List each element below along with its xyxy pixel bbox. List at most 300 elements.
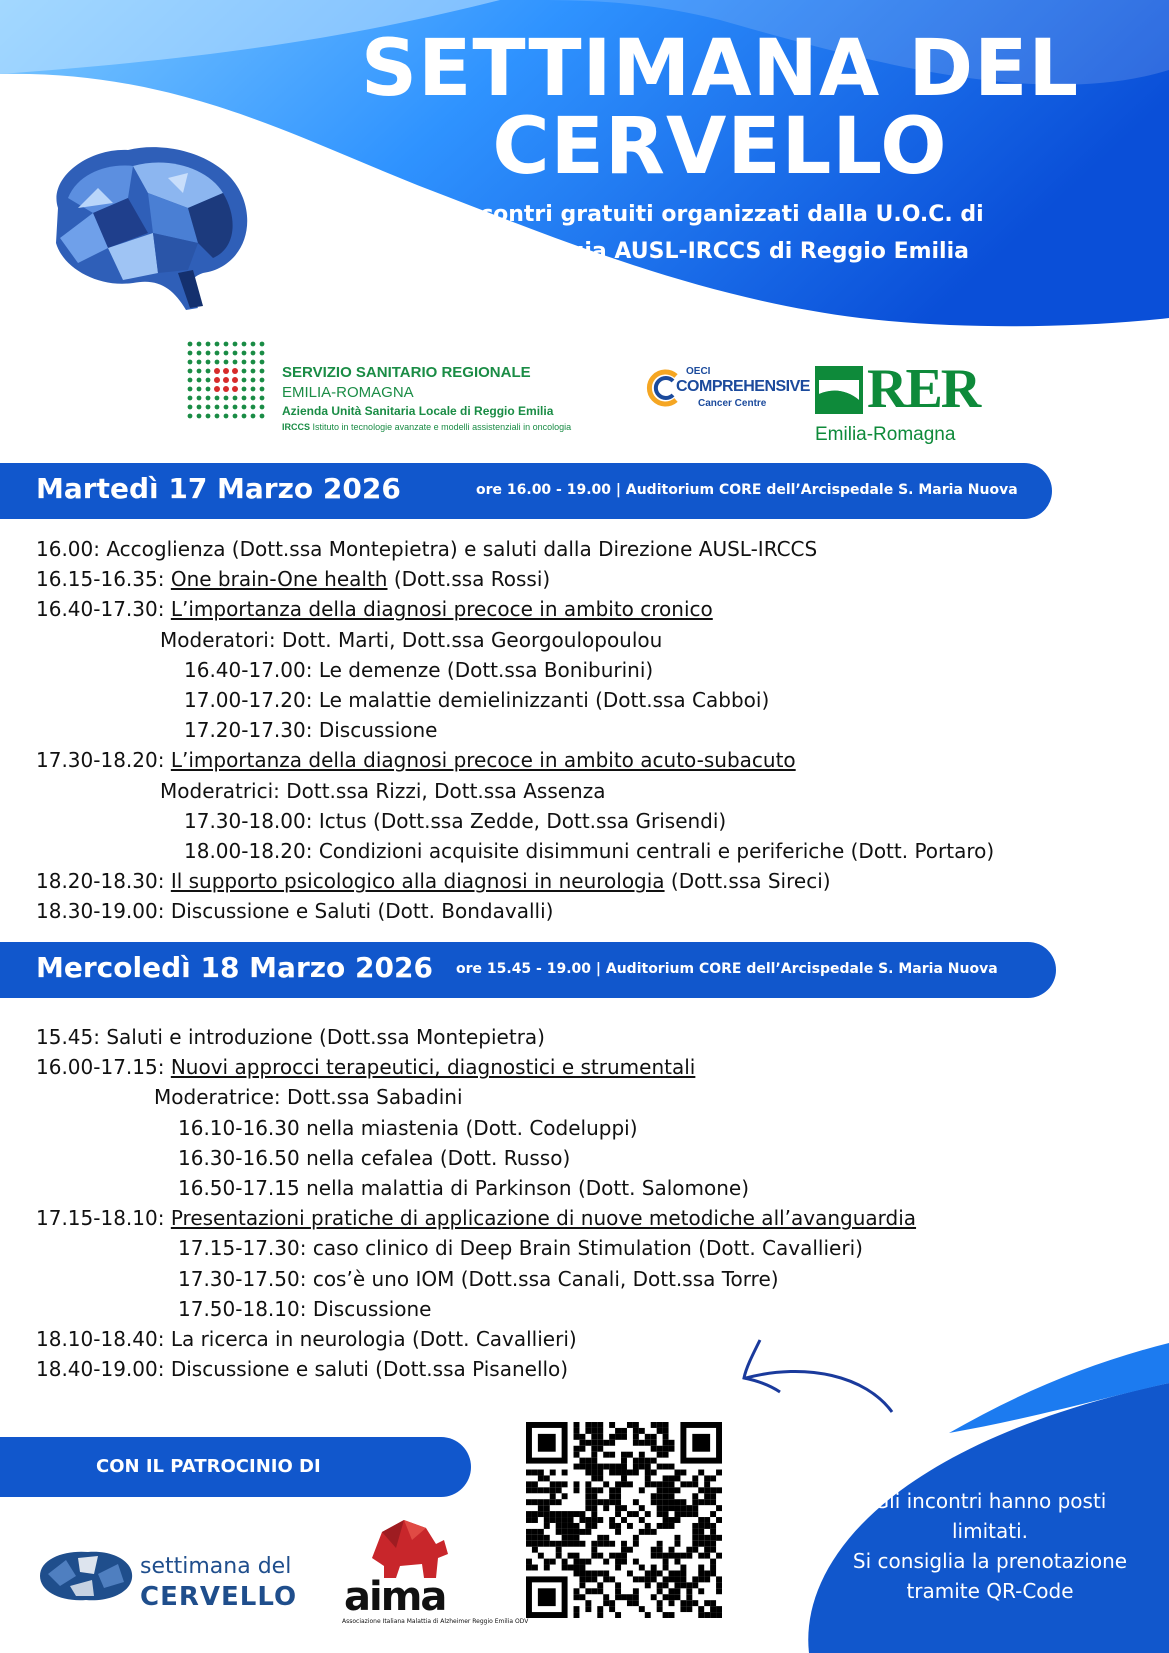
- qr-module: [645, 1523, 651, 1529]
- qr-module: [562, 1470, 568, 1476]
- qr-module: [574, 1446, 580, 1452]
- qr-module: [645, 1475, 651, 1481]
- qr-module: [633, 1464, 639, 1470]
- qr-module: [674, 1535, 680, 1541]
- qr-module: [698, 1606, 704, 1612]
- qr-module: [686, 1511, 692, 1517]
- qr-module: [556, 1487, 562, 1493]
- qr-module: [680, 1511, 686, 1517]
- qr-module: [639, 1458, 645, 1464]
- qr-module: [621, 1452, 627, 1458]
- ssr-dot: [197, 351, 202, 356]
- qr-module: [609, 1487, 615, 1493]
- qr-module: [526, 1511, 532, 1517]
- qr-module: [674, 1511, 680, 1517]
- rer-flag-icon: [815, 366, 863, 414]
- qr-module: [704, 1576, 710, 1582]
- ssr-dot: [242, 360, 247, 365]
- qr-module: [663, 1434, 669, 1440]
- qr-module: [568, 1523, 574, 1529]
- qr-module: [657, 1553, 663, 1559]
- program-row-text: 16.50-17.15 nella malattia di Parkinson (Dott. Salomone): [178, 1175, 750, 1200]
- qr-module: [574, 1606, 580, 1612]
- patronage-label: CON IL PATROCINIO DI: [96, 1456, 321, 1477]
- qr-module: [591, 1458, 597, 1464]
- qr-module: [568, 1517, 574, 1523]
- qr-module: [663, 1475, 669, 1481]
- program-row: [36, 1052, 1136, 1082]
- qr-module: [645, 1470, 651, 1476]
- qr-module: [597, 1422, 603, 1428]
- qr-module: [639, 1452, 645, 1458]
- qr-module: [645, 1529, 651, 1535]
- qr-module: [627, 1600, 633, 1606]
- qr-module: [526, 1535, 532, 1541]
- qr-module: [591, 1428, 597, 1434]
- program-row: [36, 1294, 1136, 1324]
- program-row-text: 17.00-17.20: Le malattie demielinizzanti (Dott.ssa Cabboi): [184, 687, 770, 712]
- qr-module: [651, 1594, 657, 1600]
- qr-module: [663, 1523, 669, 1529]
- qr-module: [669, 1487, 675, 1493]
- brain-illustration: [38, 138, 258, 318]
- ssr-dot: [188, 369, 193, 374]
- qr-module: [692, 1576, 698, 1582]
- program-row: [36, 836, 1136, 866]
- qr-module: [633, 1470, 639, 1476]
- qr-module: [609, 1541, 615, 1547]
- program-row-speaker: (Dott.ssa Rossi): [387, 567, 551, 592]
- qr-module: [579, 1576, 585, 1582]
- ssr-dot: [260, 378, 265, 383]
- qr-module: [556, 1511, 562, 1517]
- qr-module: [698, 1565, 704, 1571]
- qr-module: [585, 1588, 591, 1594]
- qr-module: [591, 1487, 597, 1493]
- ssr-line-2: EMILIA-ROMAGNA: [282, 384, 414, 401]
- ssr-dot: [232, 377, 238, 383]
- qr-module: [562, 1565, 568, 1571]
- qr-module: [615, 1428, 621, 1434]
- ssr-dot: [215, 396, 220, 401]
- qr-module: [674, 1594, 680, 1600]
- qr-module: [657, 1588, 663, 1594]
- ssr-dot: [206, 369, 211, 374]
- ssr-dot: [260, 360, 265, 365]
- arrow-icon: [736, 1336, 896, 1416]
- qr-module: [692, 1547, 698, 1553]
- qr-module: [710, 1535, 716, 1541]
- qr-module: [574, 1594, 580, 1600]
- qr-module: [603, 1481, 609, 1487]
- qr-module: [615, 1511, 621, 1517]
- program-row-text: 15.45: Saluti e introduzione (Dott.ssa Montepietra): [36, 1025, 545, 1049]
- qr-module: [591, 1422, 597, 1428]
- qr-module: [597, 1570, 603, 1576]
- qr-module: [669, 1493, 675, 1499]
- ssr-line-4: [282, 422, 571, 432]
- qr-module: [526, 1559, 532, 1565]
- qr-module: [645, 1434, 651, 1440]
- qr-module: [651, 1576, 657, 1582]
- qr-module: [591, 1541, 597, 1547]
- program-row: [36, 745, 1136, 775]
- ssr-dot: [215, 351, 220, 356]
- patronage-bar: [0, 1437, 471, 1497]
- qr-module: [692, 1511, 698, 1517]
- ssr-dot: [197, 396, 202, 401]
- qr-module: [615, 1559, 621, 1565]
- program-row-text: 17.20-17.30: Discussione: [184, 718, 438, 743]
- qr-module: [568, 1529, 574, 1535]
- qr-module: [562, 1481, 568, 1487]
- qr-module: [550, 1487, 556, 1493]
- ssr-dot: [251, 369, 256, 374]
- program-row-text: 16.40-17.30:: [36, 597, 171, 622]
- qr-module: [669, 1594, 675, 1600]
- qr-module: [603, 1594, 609, 1600]
- qr-module: [633, 1434, 639, 1440]
- ssr-dot: [206, 360, 211, 365]
- qr-module: [692, 1535, 698, 1541]
- qr-module: [686, 1553, 692, 1559]
- ssr-dot: [224, 414, 229, 419]
- qr-module: [597, 1446, 603, 1452]
- ssr-dot: [223, 377, 229, 383]
- ssr-dot: [260, 342, 265, 347]
- qr-module: [579, 1517, 585, 1523]
- qr-module: [674, 1570, 680, 1576]
- program-row: [36, 1203, 1136, 1233]
- qr-module: [603, 1440, 609, 1446]
- qr-module: [568, 1541, 574, 1547]
- subtitle-line-2: Neurologia AUSL-IRCCS di Reggio Emilia: [471, 239, 969, 264]
- qr-module: [544, 1511, 550, 1517]
- program-row: [36, 866, 1136, 896]
- qr-module: [609, 1606, 615, 1612]
- qr-module: [651, 1565, 657, 1571]
- qr-module: [568, 1553, 574, 1559]
- ssr-dot: [232, 386, 238, 392]
- day1-header-bar: [0, 463, 1052, 519]
- title-line-2: CERVELLO: [492, 102, 948, 192]
- qr-module: [591, 1588, 597, 1594]
- qr-module: [633, 1559, 639, 1565]
- oeci-big-text: COMPREHENSIVE: [676, 378, 810, 395]
- qr-module: [686, 1588, 692, 1594]
- qr-module: [574, 1487, 580, 1493]
- qr-module: [585, 1523, 591, 1529]
- qr-module: [651, 1570, 657, 1576]
- qr-module: [698, 1487, 704, 1493]
- qr-module: [680, 1481, 686, 1487]
- qr-module: [698, 1517, 704, 1523]
- qr-module: [574, 1529, 580, 1535]
- qr-module: [651, 1493, 657, 1499]
- qr-module: [603, 1535, 609, 1541]
- qr-module: [609, 1600, 615, 1606]
- qr-module: [603, 1452, 609, 1458]
- program-row-text: 16.10-16.30 nella miastenia (Dott. Codeluppi): [178, 1115, 638, 1140]
- qr-module: [579, 1529, 585, 1535]
- qr-module: [663, 1499, 669, 1505]
- ssr-dot: [188, 396, 193, 401]
- qr-module: [591, 1446, 597, 1452]
- qr-module: [526, 1470, 532, 1476]
- qr-module: [579, 1594, 585, 1600]
- qr-module: [657, 1452, 663, 1458]
- qr-module: [651, 1458, 657, 1464]
- qr-module: [585, 1529, 591, 1535]
- qr-module: [692, 1505, 698, 1511]
- qr-module: [591, 1570, 597, 1576]
- program-row-text: 16.00: Accoglienza (Dott.ssa Montepietra) e saluti dalla Direzione AUSL-IRCCS: [36, 537, 818, 561]
- qr-module: [621, 1594, 627, 1600]
- qr-module: [621, 1559, 627, 1565]
- qr-module: [680, 1565, 686, 1571]
- qr-module: [663, 1559, 669, 1565]
- notice-line-2: limitati.: [951, 1519, 1028, 1543]
- ssr-dot: [206, 342, 211, 347]
- qr-module: [609, 1464, 615, 1470]
- qr-module: [591, 1464, 597, 1470]
- qr-module: [657, 1493, 663, 1499]
- qr-module: [669, 1446, 675, 1452]
- qr-module: [651, 1547, 657, 1553]
- aima-sub-text: Associazione Italiana Malattia di Alzheimer Reggio Emilia ODV: [342, 1618, 529, 1625]
- qr-module: [680, 1570, 686, 1576]
- qr-module: [574, 1570, 580, 1576]
- qr-module: [585, 1606, 591, 1612]
- qr-module: [621, 1553, 627, 1559]
- qr-module: [585, 1576, 591, 1582]
- qr-module: [574, 1511, 580, 1517]
- qr-module: [674, 1517, 680, 1523]
- qr-module: [550, 1517, 556, 1523]
- program-row: [36, 715, 1136, 745]
- qr-module: [657, 1600, 663, 1606]
- qr-module: [591, 1440, 597, 1446]
- program-row-text: 16.30-16.50 nella cefalea (Dott. Russo): [178, 1145, 571, 1170]
- qr-module: [686, 1505, 692, 1511]
- qr-module: [562, 1493, 568, 1499]
- qr-module: [704, 1475, 710, 1481]
- qr-module: [704, 1547, 710, 1553]
- ssr-dot: [251, 360, 256, 365]
- qr-module: [550, 1511, 556, 1517]
- qr-module: [657, 1505, 663, 1511]
- qr-module: [704, 1553, 710, 1559]
- qr-module: [710, 1547, 716, 1553]
- qr-module: [562, 1529, 568, 1535]
- aima-elephant-icon: [352, 1518, 452, 1580]
- ssr-dot: [242, 351, 247, 356]
- ssr-dot: [214, 368, 220, 374]
- qr-module: [574, 1553, 580, 1559]
- rer-mark: RER: [867, 358, 980, 420]
- title-line-1: SETTIMANA DEL: [360, 24, 1080, 114]
- qr-module: [716, 1606, 722, 1612]
- ssr-dot: [197, 387, 202, 392]
- qr-module: [597, 1499, 603, 1505]
- qr-module: [609, 1576, 615, 1582]
- qr-module: [686, 1481, 692, 1487]
- qr-module: [621, 1481, 627, 1487]
- qr-module: [574, 1612, 580, 1618]
- qr-module: [698, 1588, 704, 1594]
- qr-module: [556, 1499, 562, 1505]
- qr-module: [651, 1434, 657, 1440]
- ssr-dot: [251, 396, 256, 401]
- qr-module: [633, 1428, 639, 1434]
- day2-info: ore 15.45 - 19.00 | Auditorium CORE dell’Arcispedale S. Maria Nuova: [456, 961, 998, 977]
- qr-module: [562, 1535, 568, 1541]
- ssr-dot: [188, 378, 193, 383]
- qr-module: [639, 1440, 645, 1446]
- program-row: [36, 1143, 1136, 1173]
- qr-module: [597, 1464, 603, 1470]
- qr-module: [585, 1487, 591, 1493]
- qr-module: [704, 1535, 710, 1541]
- qr-module: [591, 1452, 597, 1458]
- ssr-dot: [251, 387, 256, 392]
- qr-module: [674, 1582, 680, 1588]
- ssr-dot: [188, 351, 193, 356]
- qr-module: [585, 1428, 591, 1434]
- qr-module: [538, 1505, 544, 1511]
- ssr-dot: [197, 378, 202, 383]
- qr-module: [710, 1600, 716, 1606]
- qr-module: [615, 1499, 621, 1505]
- qr-module: [663, 1422, 669, 1428]
- sdc-line-2: CERVELLO: [140, 1582, 298, 1612]
- qr-module: [532, 1541, 538, 1547]
- ssr-dot: [206, 396, 211, 401]
- qr-finder: [692, 1434, 710, 1452]
- qr-module: [710, 1493, 716, 1499]
- ssr-dot: [260, 396, 265, 401]
- page-title: [360, 24, 1080, 192]
- ssr-dot: [188, 405, 193, 410]
- qr-module: [669, 1588, 675, 1594]
- qr-module: [609, 1493, 615, 1499]
- qr-module: [562, 1559, 568, 1565]
- qr-module: [639, 1576, 645, 1582]
- qr-module: [597, 1535, 603, 1541]
- qr-module: [639, 1464, 645, 1470]
- qr-module: [621, 1428, 627, 1434]
- ssr-dot: [260, 387, 265, 392]
- qr-module: [674, 1475, 680, 1481]
- qr-module: [556, 1481, 562, 1487]
- qr-module: [538, 1529, 544, 1535]
- oeci-sub-text: Cancer Centre: [698, 398, 767, 409]
- qr-module: [710, 1612, 716, 1618]
- ssr-dot: [242, 414, 247, 419]
- qr-module: [716, 1588, 722, 1594]
- qr-module: [674, 1541, 680, 1547]
- qr-module: [574, 1428, 580, 1434]
- qr-code[interactable]: [526, 1422, 722, 1618]
- qr-module: [538, 1541, 544, 1547]
- qr-module: [585, 1464, 591, 1470]
- qr-module: [657, 1481, 663, 1487]
- program-row-text: 16.00-17.15:: [36, 1055, 171, 1080]
- qr-module: [609, 1517, 615, 1523]
- qr-module: [532, 1470, 538, 1476]
- qr-module: [663, 1594, 669, 1600]
- qr-module: [663, 1493, 669, 1499]
- ssr-dot: [188, 360, 193, 365]
- qr-module: [550, 1559, 556, 1565]
- qr-module: [615, 1434, 621, 1440]
- qr-module: [692, 1523, 698, 1529]
- qr-module: [633, 1422, 639, 1428]
- qr-module: [692, 1481, 698, 1487]
- qr-module: [615, 1529, 621, 1535]
- qr-module: [591, 1499, 597, 1505]
- day1-title: Martedì 17 Marzo 2026: [36, 472, 401, 505]
- qr-module: [663, 1446, 669, 1452]
- qr-module: [615, 1588, 621, 1594]
- qr-module: [615, 1481, 621, 1487]
- program-row-text: 16.40-17.00: Le demenze (Dott.ssa Boniburini): [184, 657, 654, 682]
- qr-module: [597, 1475, 603, 1481]
- qr-module: [692, 1493, 698, 1499]
- logo-settimana-del-cervello: [36, 1546, 336, 1616]
- qr-module: [615, 1612, 621, 1618]
- qr-module: [591, 1475, 597, 1481]
- qr-module: [627, 1547, 633, 1553]
- rer-sub-text: Emilia-Romagna: [815, 424, 956, 445]
- qr-module: [597, 1612, 603, 1618]
- qr-module: [669, 1600, 675, 1606]
- qr-module: [615, 1553, 621, 1559]
- qr-module: [609, 1452, 615, 1458]
- qr-module: [621, 1434, 627, 1440]
- qr-module: [603, 1600, 609, 1606]
- qr-module: [621, 1464, 627, 1470]
- program-row-text: 18.20-18.30:: [36, 869, 171, 894]
- logo-rer: [815, 358, 980, 448]
- qr-module: [544, 1487, 550, 1493]
- qr-module: [579, 1446, 585, 1452]
- qr-module: [645, 1511, 651, 1517]
- qr-module: [609, 1470, 615, 1476]
- qr-module: [532, 1511, 538, 1517]
- program-row-text: 18.00-18.20: Condizioni acquisite disimmuni centrali e periferiche (Dott. Portaro): [184, 838, 995, 863]
- qr-module: [698, 1529, 704, 1535]
- qr-module: [657, 1523, 663, 1529]
- qr-module: [538, 1475, 544, 1481]
- qr-module: [574, 1541, 580, 1547]
- program-row-text: 17.30-18.00: Ictus (Dott.ssa Zedde, Dott.ssa Grisendi): [184, 808, 727, 833]
- qr-module: [669, 1576, 675, 1582]
- ssr-dots-icon: [186, 340, 266, 420]
- qr-module: [663, 1582, 669, 1588]
- ssr-dot: [251, 351, 256, 356]
- qr-module: [657, 1499, 663, 1505]
- ssr-dot: [197, 414, 202, 419]
- qr-module: [544, 1565, 550, 1571]
- program-row: [36, 776, 1136, 806]
- qr-module: [621, 1505, 627, 1511]
- qr-module: [657, 1487, 663, 1493]
- qr-module: [692, 1582, 698, 1588]
- qr-module: [663, 1553, 669, 1559]
- qr-module: [692, 1529, 698, 1535]
- qr-module: [591, 1576, 597, 1582]
